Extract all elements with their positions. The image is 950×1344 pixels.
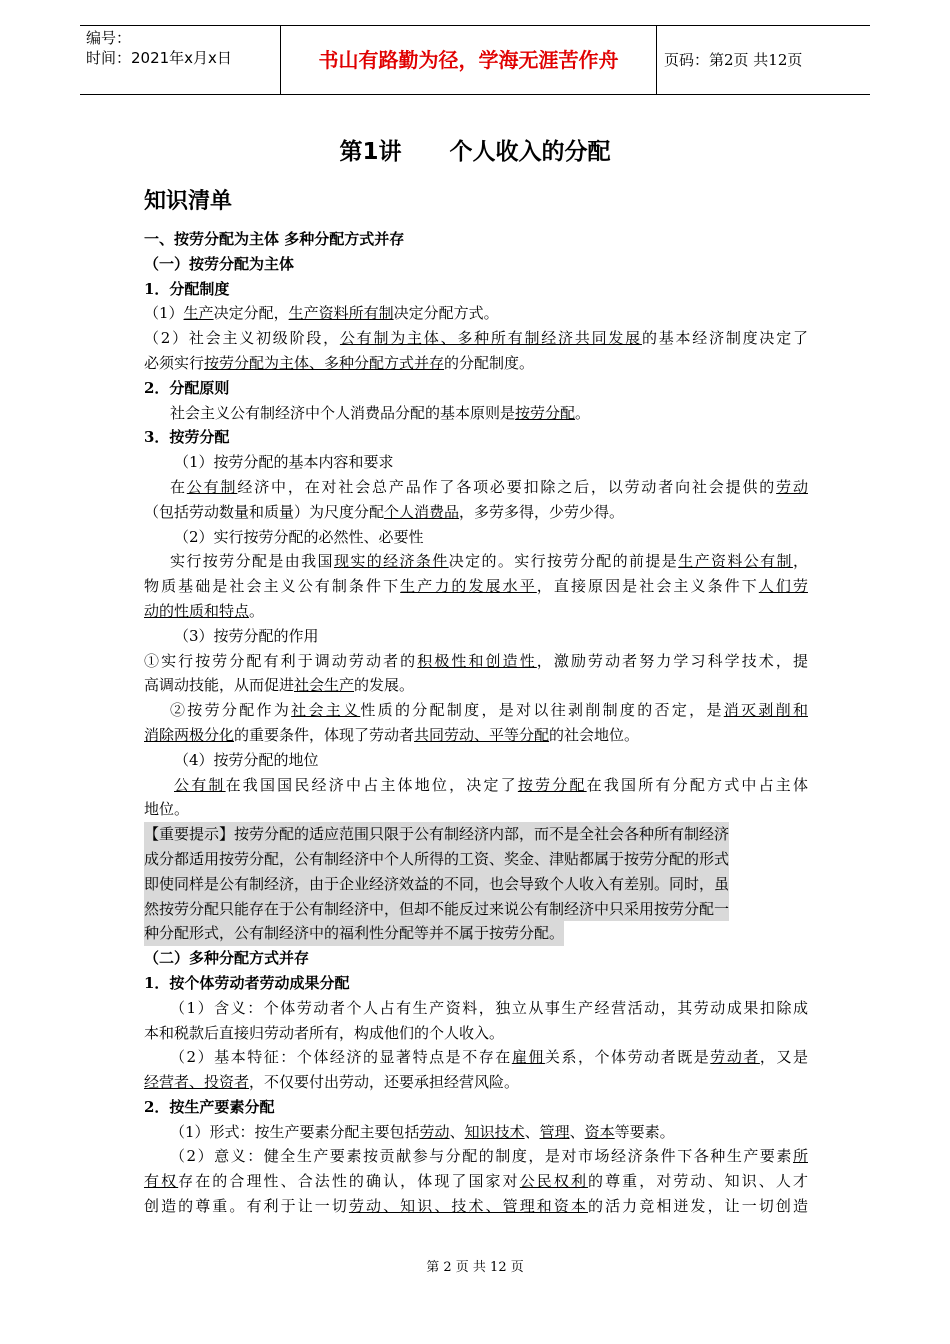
text-line [144, 971, 808, 996]
text-segment: 即使同样是公有制经济，由于企业经济效益的不同，也会导致个人收入有差别。同时，虽 [144, 874, 730, 893]
text-segment: 的发展。 [354, 676, 415, 695]
text-segment: 创造的尊重。有利于让一切 [144, 1197, 349, 1216]
text-segment: 一、按劳分配为主体 多种分配方式并存 [144, 230, 405, 248]
underlined-term: 共同劳动、平等分配 [414, 725, 550, 744]
text-line [144, 847, 808, 872]
text-line [144, 599, 808, 624]
underlined-term: 公有制 [174, 775, 226, 794]
underlined-term: 公有制 [186, 477, 238, 496]
text-line [144, 252, 808, 277]
underlined-term: 消灭剥削和 [723, 701, 808, 720]
text-segment: ①实行按劳分配有利于调动劳动者的 [144, 651, 418, 670]
text-line [144, 946, 808, 971]
underlined-term: 经营者、投资者 [144, 1073, 250, 1092]
text-line [144, 1120, 808, 1145]
highlight-note [144, 872, 729, 897]
text-segment: 的分配制度。 [444, 353, 535, 372]
underlined-term: 劳动 [419, 1122, 450, 1141]
underlined-term: 劳动者 [710, 1048, 760, 1067]
underlined-term: 动的性质和特点 [144, 601, 250, 620]
text-line [144, 723, 808, 748]
underlined-term: 劳动 [776, 477, 808, 496]
text-line [144, 673, 808, 698]
text-line [144, 574, 808, 599]
underlined-term: 按劳分配为主体、多种分配方式并存 [204, 353, 445, 372]
text-line [144, 1144, 808, 1169]
text-line [144, 450, 808, 475]
text-line [144, 549, 808, 574]
underlined-term: 个人消费品 [384, 502, 460, 521]
text-segment: （1）含义：个体劳动者个人占有生产资料，独立从事生产经营活动，其劳动成果扣除成 [170, 998, 808, 1017]
underlined-term: 公民权利 [519, 1172, 589, 1191]
underlined-term: 积极性和创造性 [417, 651, 537, 670]
underlined-term: 人们劳 [758, 577, 808, 596]
highlight-note [144, 897, 729, 922]
text-line [144, 277, 808, 302]
underlined-term: 按劳分配 [515, 403, 576, 422]
text-line [144, 872, 808, 897]
underlined-term: 按劳分配 [517, 775, 587, 794]
text-segment: 然按劳分配只能存在于公有制经济中，但却不能反过来说公有制经济中只采用按劳分配一 [144, 899, 730, 918]
underlined-term: 现实的经济条件 [333, 552, 449, 571]
text-segment: （1）形式：按生产要素分配主要包括 [170, 1122, 420, 1141]
text-segment: 的基本经济制度决定了 [641, 329, 808, 348]
underlined-term: 社会主义 [291, 701, 361, 720]
text-segment: ，不仅要付出劳动，还要承担经营风险。 [249, 1073, 520, 1092]
document-body [144, 185, 808, 1219]
text-line [144, 1194, 808, 1219]
text-line [144, 1095, 808, 1120]
text-line [144, 1169, 808, 1194]
body-lines [144, 227, 808, 1219]
text-segment: （2）意义：健全生产要素按贡献参与分配的制度，是对市场经济条件下各种生产要素 [170, 1147, 793, 1166]
text-line [144, 748, 808, 773]
lecture-title: 第1讲 个人收入的分配 [339, 139, 611, 165]
highlight-note [144, 921, 564, 946]
text-segment: 地位。 [144, 800, 190, 819]
text-line [144, 351, 808, 376]
text-segment: 的尊重，对劳动、知识、人才 [588, 1172, 808, 1191]
text-segment: 2．按生产要素分配 [144, 1097, 275, 1116]
text-line [144, 301, 808, 326]
text-segment: ，多劳多得，少劳少得。 [459, 502, 625, 521]
text-segment: 1．按个体劳动者劳动成果分配 [144, 973, 350, 992]
text-segment: 2．分配原则 [144, 378, 230, 397]
page-header [80, 25, 870, 95]
header-page-info: 页码：第2页 共12页 [664, 51, 803, 69]
text-segment: 、 [524, 1122, 540, 1141]
text-segment: ②按劳分配作为 [170, 701, 292, 720]
text-line [144, 401, 808, 426]
text-line [144, 1021, 808, 1046]
text-segment: （2）实行按劳分配的必然性、必要性 [174, 527, 424, 546]
text-segment: 种分配形式，公有制经济中的福利性分配等并不属于按劳分配。 [144, 924, 565, 943]
underlined-term: 生产资料所有制 [288, 304, 394, 323]
underlined-term: 资本 [584, 1122, 615, 1141]
text-segment: （3）按劳分配的作用 [174, 626, 319, 645]
text-segment: 【重要提示】按劳分配的适应范围只限于公有制经济内部，而不是全社会各种所有制经济 [144, 825, 730, 844]
text-segment: （二）多种分配方式并存 [144, 949, 310, 968]
text-segment: 决定分配， [213, 304, 289, 323]
underlined-term: 有权 [144, 1172, 179, 1191]
underlined-term: 所 [792, 1147, 808, 1166]
text-segment: 成分都适用按劳分配，公有制经济中个人所得的工资、奖金、津贴都属于按劳分配的形式 [144, 849, 730, 868]
text-segment: 。 [249, 601, 265, 620]
text-segment: 经济中，在对社会总产品作了各项必要扣除之后，以劳动者向社会提供的 [237, 477, 777, 496]
text-segment: 决定的。实行按劳分配的前提是 [448, 552, 679, 571]
underlined-term: 公有制为主体、多种所有制经济共同发展 [339, 329, 642, 348]
text-line [144, 475, 808, 500]
section-heading: 知识清单 [144, 189, 233, 214]
text-segment: 、 [569, 1122, 585, 1141]
underlined-term: 社会生产 [294, 676, 355, 695]
text-segment: （4）按劳分配的地位 [174, 750, 319, 769]
text-line [144, 1045, 808, 1070]
text-segment: 的社会地位。 [549, 725, 640, 744]
text-segment: 1．分配制度 [144, 279, 230, 298]
text-segment: （包括劳动数量和质量）为尺度分配 [144, 502, 385, 521]
text-line [144, 525, 808, 550]
text-segment: （一）按劳分配为主体 [144, 254, 295, 273]
text-segment: 3．按劳分配 [144, 428, 230, 447]
text-line [144, 822, 808, 847]
text-segment: 等要素。 [614, 1122, 675, 1141]
page-footer: 第 2 页 共 12 页 [426, 1260, 524, 1275]
underlined-term: 雇佣 [511, 1048, 545, 1067]
text-line [144, 1070, 808, 1095]
text-segment: ，直接原因是社会主义条件下 [536, 577, 759, 596]
text-segment: （2）基本特征：个体经济的显著特点是不存在 [170, 1048, 512, 1067]
underlined-term: 生产资料公有制 [678, 552, 793, 571]
text-line [144, 425, 808, 450]
text-segment: 物质基础是社会主义公有制条件下 [144, 577, 401, 596]
text-segment: （1） [144, 304, 184, 323]
underlined-term: 知识技术 [464, 1122, 525, 1141]
header-motto: 书山有路勤为径，学海无涯苦作舟 [280, 26, 657, 94]
highlight-note [144, 822, 729, 847]
underlined-term: 消除两极分化 [144, 725, 235, 744]
text-segment: ，又是 [759, 1048, 808, 1067]
text-segment: ， [792, 552, 808, 571]
text-segment: 存在的合理性、合法性的确认，体现了国家对 [178, 1172, 520, 1191]
text-segment: 实行按劳分配是由我国 [170, 552, 334, 571]
text-segment: 决定分配方式。 [393, 304, 499, 323]
underlined-term: 管理 [539, 1122, 570, 1141]
text-segment: 的活力竞相迸发，让一切创造 [588, 1197, 808, 1216]
text-segment: 的重要条件，体现了劳动者 [234, 725, 415, 744]
text-line [144, 376, 808, 401]
text-line [144, 649, 808, 674]
text-segment: （2）社会主义初级阶段， [144, 329, 340, 348]
text-segment: 本和税款后直接归劳动者所有，构成他们的个人收入。 [144, 1023, 505, 1042]
text-segment: 在我国所有分配方式中占主体 [586, 775, 808, 794]
text-segment: 关系，个体劳动者既是 [544, 1048, 711, 1067]
time-label: 时间：2021年x月x日 [86, 49, 232, 67]
text-line [144, 227, 808, 252]
text-segment: 、 [449, 1122, 465, 1141]
text-segment: 在我国国民经济中占主体地位，决定了 [225, 775, 518, 794]
text-line [144, 326, 808, 351]
text-line [144, 624, 808, 649]
text-line [144, 921, 808, 946]
text-line [144, 797, 808, 822]
number-label: 编号： [86, 29, 132, 47]
text-segment: 社会主义公有制经济中个人消费品分配的基本原则是 [170, 403, 516, 422]
highlight-note [144, 847, 729, 872]
text-segment: 在 [170, 477, 187, 496]
underlined-term: 劳动、知识、技术、管理和资本 [348, 1197, 589, 1216]
text-segment: 。 [575, 403, 591, 422]
text-segment: 必须实行 [144, 353, 205, 372]
header-meta [80, 26, 280, 96]
text-line [144, 897, 808, 922]
text-line [144, 500, 808, 525]
text-segment: 性质的分配制度，是对以往剥削制度的否定，是 [360, 701, 724, 720]
text-line [144, 773, 808, 798]
text-line [144, 996, 808, 1021]
underlined-term: 生产 [183, 304, 214, 323]
text-line [144, 698, 808, 723]
underlined-term: 生产力的发展水平 [400, 577, 537, 596]
text-segment: ，激励劳动者努力学习科学技术，提 [536, 651, 808, 670]
text-segment: （1）按劳分配的基本内容和要求 [174, 453, 394, 472]
text-segment: 高调动技能，从而促进 [144, 676, 295, 695]
